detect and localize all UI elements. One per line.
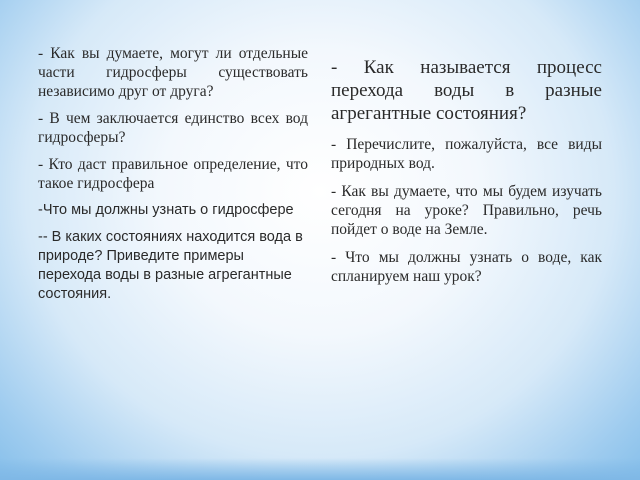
- question-lesson-topic: - Как вы думаете, что мы будем изучать сегодня на уроке? Правильно, речь пойдет о воде на Земле.: [331, 183, 602, 238]
- question-what-to-learn: -Что мы должны узнать о гидросфере: [38, 202, 294, 218]
- left-question-column: [38, 44, 308, 312]
- right-question-column: [331, 56, 602, 295]
- question-lesson-plan: - Что мы должны узнать о воде, как спланируем наш урок?: [331, 249, 602, 285]
- question-unity: - В чем заключается единство всех вод гидросферы?: [38, 110, 308, 146]
- bottom-band: [0, 458, 640, 480]
- question-definition: - Кто даст правильное определение, что такое гидросфера: [38, 156, 308, 192]
- question-water-states: -- В каких состояниях находится вода в природе? Приведите примеры перехода воды в разные агрегантные состояния.: [38, 229, 303, 302]
- question-water-types: - Перечислите, пожалуйста, все виды природных вод.: [331, 136, 602, 172]
- question-independence: - Как вы думаете, могут ли отдельные части гидросферы существовать независимо друг от друга?: [38, 45, 308, 100]
- question-process-name: - Как называется процесс перехода воды в разные агрегантные состояния?: [331, 57, 602, 124]
